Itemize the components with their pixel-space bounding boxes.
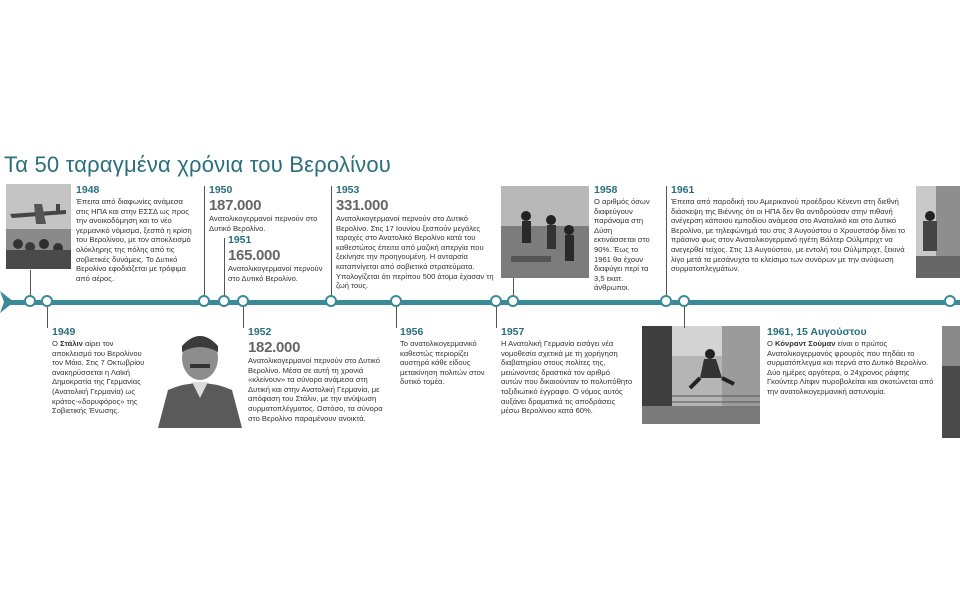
- event-year: 1952: [248, 326, 272, 338]
- event-1952: [248, 326, 388, 423]
- event-1948: [76, 184, 194, 283]
- event-year: 1961: [671, 184, 695, 196]
- tick-1958: [513, 278, 514, 296]
- node-end: [944, 295, 956, 307]
- event-text: Ανατολικογερμανοί περνούν στο Δυτικό Βερολίνο.: [228, 264, 323, 283]
- node-1958: [507, 295, 519, 307]
- event-1958: [594, 184, 654, 293]
- event-1953: [336, 184, 496, 291]
- event-1956: [400, 326, 492, 387]
- tick-1948: [30, 270, 31, 296]
- node-1948: [24, 295, 36, 307]
- event-1961-15-august: [767, 326, 939, 397]
- node-1951: [218, 295, 230, 307]
- tick-1961: [666, 186, 667, 296]
- event-text: Η Ανατολική Γερμανία εισάγει νέα νομοθεσία σχετικά με τη χορήγηση διαβατηρίου στους πολίτες της, μειώνοντας δραστικά τον αριθμό αυτών που δικαιούνταν το πολυπόθητο ταξιδιωτικό έγγραφο. Ο νόμος αυτός αυξάνει δραματικά τις αποδράσεις μέσω Βερολίνου κατά 60%.: [501, 339, 633, 416]
- event-1961: [671, 184, 911, 274]
- wall-photo-right: [916, 186, 960, 278]
- stalin-portrait: [148, 318, 244, 428]
- node-1949: [41, 295, 53, 307]
- airlift-photo: [6, 184, 71, 269]
- event-text: Ο αριθμός όσων διαφεύγουν παράνομα στη Δύση εκτινάσσεται στο 90%. Έως το 1961 θα έχουν διαφύγει περί τα 3,5 εκατ. άνθρωποι.: [594, 197, 650, 293]
- event-year: 1953: [336, 184, 360, 196]
- event-year: 1961, 15 Αυγούστου: [767, 326, 867, 338]
- tick-1953: [331, 186, 332, 296]
- event-number: 331.000: [336, 197, 389, 214]
- event-year: 1956: [400, 326, 424, 338]
- event-text: Έπειτα από παροδική του Αμερικανού προέδρου Κένεντι στη διεθνή διάσκεψη της Βιέννης ότι οι ΗΠΑ δεν θα αντιδρούσαν στην πιθανή ανέγερση κάποιου εμποδίου ανάμεσα στο Ανατολικό και στο Δυτικό Βερολίνο, με τηλεφώνημά του στις 3 Αυγούστου ο Χρουστσόφ δίνει το πράσινο φως στον Ανατολικογερμανό ηγέτη Βάλτερ Ούλμπριχτ να ανεγερθεί τείχος. Στις 13 Αυγούστου, με εντολή του Ούλμπριχτ, ξεκινά λίγο μετά τα μεσάνυχτα το κλείσιμο των συνόρων με την ανύψωση συρματοπλεγμάτων.: [671, 197, 906, 274]
- event-text: Έπειτα από διαφωνίες ανάμεσα στις ΗΠΑ και στην ΕΣΣΔ ως προς την ανοικοδόμηση και το νέο γερμανικό νόμισμα, ξεσπά η κρίση του Βερολίνου, με τον αποκλεισμό ολόκληρης της πόλης από τις σοβιετικές δυνάμεις. Το Δυτικό Βερολίνο εφοδιάζεται με τρόφιμα από αέρος.: [76, 197, 192, 283]
- escape-photo-1958: [501, 186, 589, 278]
- event-number: 182.000: [248, 339, 301, 356]
- node-1961: [660, 295, 672, 307]
- event-person: Στάλιν: [60, 339, 83, 348]
- event-person: Κόνραντ Σούμαν: [775, 339, 836, 348]
- tick-1956: [396, 306, 397, 328]
- event-1950: [209, 184, 324, 233]
- tick-1951: [224, 238, 225, 296]
- node-1961b: [678, 295, 690, 307]
- timeline-axis: [6, 300, 960, 305]
- schumann-jump-photo: [642, 326, 760, 424]
- node-1952: [237, 295, 249, 307]
- node-1956: [390, 295, 402, 307]
- event-1957: [501, 326, 633, 416]
- event-text: Ανατολικογερμανοί περνούν στο Δυτικό Βερολίνο.: [209, 214, 318, 233]
- node-1957: [490, 295, 502, 307]
- event-1949: [52, 326, 152, 416]
- page-title: Τα 50 ταραγμένα χρόνια του Βερολίνου: [4, 152, 392, 177]
- right-edge-photo: [942, 326, 960, 438]
- event-text: Το ανατολικογερμανικό καθεστώς περιορίζει αυστηρά κάθε είδους μετακίνηση πολιτών στον δυτικό τομέα.: [400, 339, 485, 387]
- event-year: 1950: [209, 184, 233, 196]
- node-1950: [198, 295, 210, 307]
- event-year: 1948: [76, 184, 100, 196]
- event-year: 1957: [501, 326, 525, 338]
- event-number: 165.000: [228, 247, 281, 264]
- event-year: 1958: [594, 184, 618, 196]
- tick-1952: [243, 306, 244, 328]
- tick-1961b: [684, 306, 685, 328]
- tick-1950: [204, 186, 205, 296]
- event-year: 1949: [52, 326, 76, 338]
- event-number: 187.000: [209, 197, 262, 214]
- tick-1949: [47, 306, 48, 328]
- tick-1957: [496, 306, 497, 328]
- event-text: Ο Στάλιν αίρει τον αποκλεισμό του Βερολίνου τον Μάιο. Στις 7 Οκτωβρίου ανακηρύσσεται η Λαϊκή Δημοκρατία της Γερμανίας (Ανατολική Γερμανία) ως κράτος-«δορυφόρος» της Σοβιετικής Ένωσης.: [52, 339, 145, 416]
- event-text: Ανατολικογερμανοί περνούν στο Δυτικό Βερολίνο. Μέσα σε αυτή τη χρονιά «κλείνουν» τα σύνορα ανάμεσα στη Δυτική και στην Ανατολική Γερμανία, με απόφαση του Στάλιν, με την ανύψωση συρματοπλέγματος. Ωστόσο, τα σύνορα στο Βερολίνο παραμένουν ανοικτά.: [248, 356, 383, 423]
- event-text: Ανατολικογερμανοί περνούν στο Δυτικό Βερολίνο. Στις 17 Ιουνίου ξεσπούν μεγάλες ταραχές στο Ανατολικό Βερολίνο κατά του καθεστώτος έπειτα από μαζική απεργία που ξεκίνησε την προηγουμένη. Η ανταρσία καταπνίγεται από σοβιετικά στρατεύματα. Υπολογίζεται ότι περίπου 500 άτομα έχασαν τη ζωή τους.: [336, 214, 494, 291]
- node-1953: [325, 295, 337, 307]
- event-year: 1951: [228, 234, 252, 246]
- event-1951: [228, 234, 328, 283]
- event-text: Ο Κόνραντ Σούμαν είναι ο πρώτος Ανατολικογερμανός φρουρός που πηδάει το συρματόπλεγμα και περνά στο Δυτικό Βερολίνο. Δύο ημέρες αργότερα, ο 24χρονος ράφτης Γκούντερ Λίτφιν πυροβολείται και σκοτώνεται από την ανατολικογερμανική αστυνομία.: [767, 339, 934, 396]
